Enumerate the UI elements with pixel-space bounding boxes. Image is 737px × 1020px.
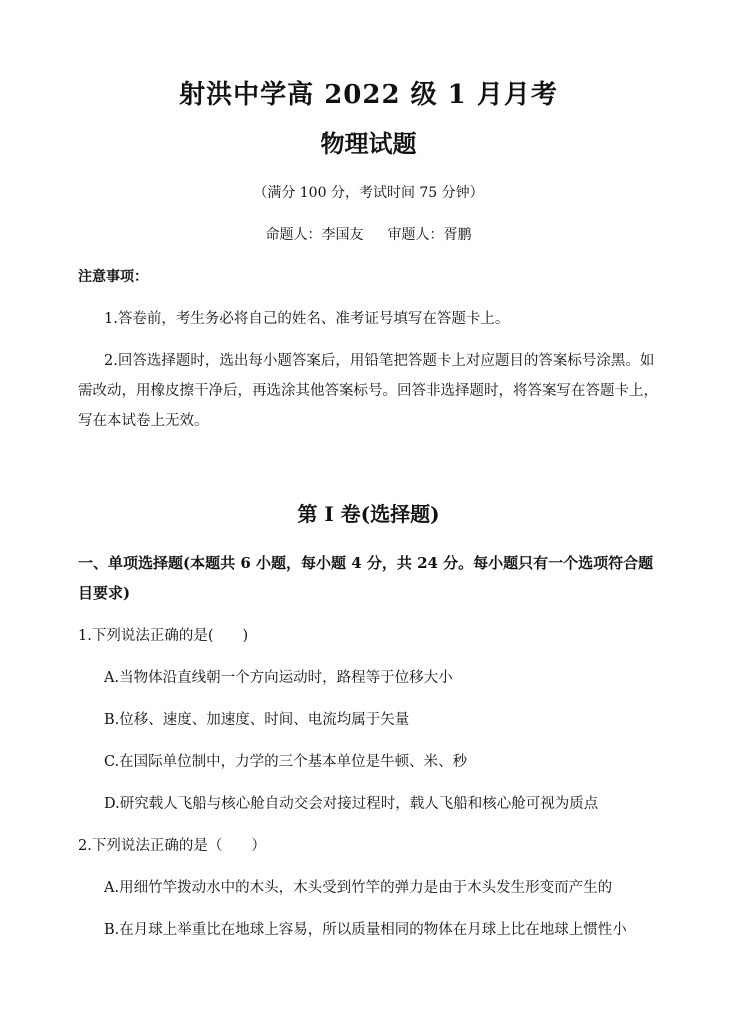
question-1-option-a: A.当物体沿直线朝一个方向运动时，路程等于位移大小 [104,670,453,686]
question-2-stem: 2.下列说法正确的是（ ） [78,838,266,854]
question-1-stem: 1.下列说法正确的是( ) [78,628,249,644]
question-2-option-a: A.用细竹竿拨动水中的木头，木头受到竹竿的弹力是由于木头发生形变而产生的 [104,880,613,896]
notice-heading: 注意事项： [78,269,148,285]
question-1-option-d: D.研究载人飞船与核心舱自动交会对接过程时，载人飞船和核心舱可视为质点 [104,796,599,812]
exam-authors [0,224,737,244]
author-label: 命题人：李国友 [265,227,364,243]
question-1-option-b: B.位移、速度、加速度、时间、电流均属于矢量 [104,712,410,728]
notice-item-1: 1.答卷前，考生务必将自己的姓名、准考证号填写在答题卡上。 [104,311,510,327]
exam-meta: （满分 100 分，考试时间 75 分钟） [253,185,484,201]
section-title: 第 I 卷(选择题) [297,502,440,526]
exam-title: 射洪中学高 2022 级 1 月月考 [179,80,558,110]
exam-subtitle: 物理试题 [320,129,417,158]
part-heading: 一、单项选择题(本题共 6 小题，每小题 4 分，共 24 分。每小题只有一个选项符合题目要求) [78,554,654,602]
reviewer-label: 审题人：胥鹏 [387,227,472,243]
question-1-option-c: C.在国际单位制中，力学的三个基本单位是牛顿、米、秒 [104,754,468,770]
question-2-option-b: B.在月球上举重比在地球上容易，所以质量相同的物体在月球上比在地球上惯性小 [104,922,627,938]
notice-item-2: 2.回答选择题时，选出每小题答案后，用铅笔把答题卡上对应题目的答案标号涂黑。如需改动，用橡皮擦干净后，再选涂其他答案标号。回答非选择题时，将答案写在答题卡上，写在本试卷上无效。 [78,353,658,429]
